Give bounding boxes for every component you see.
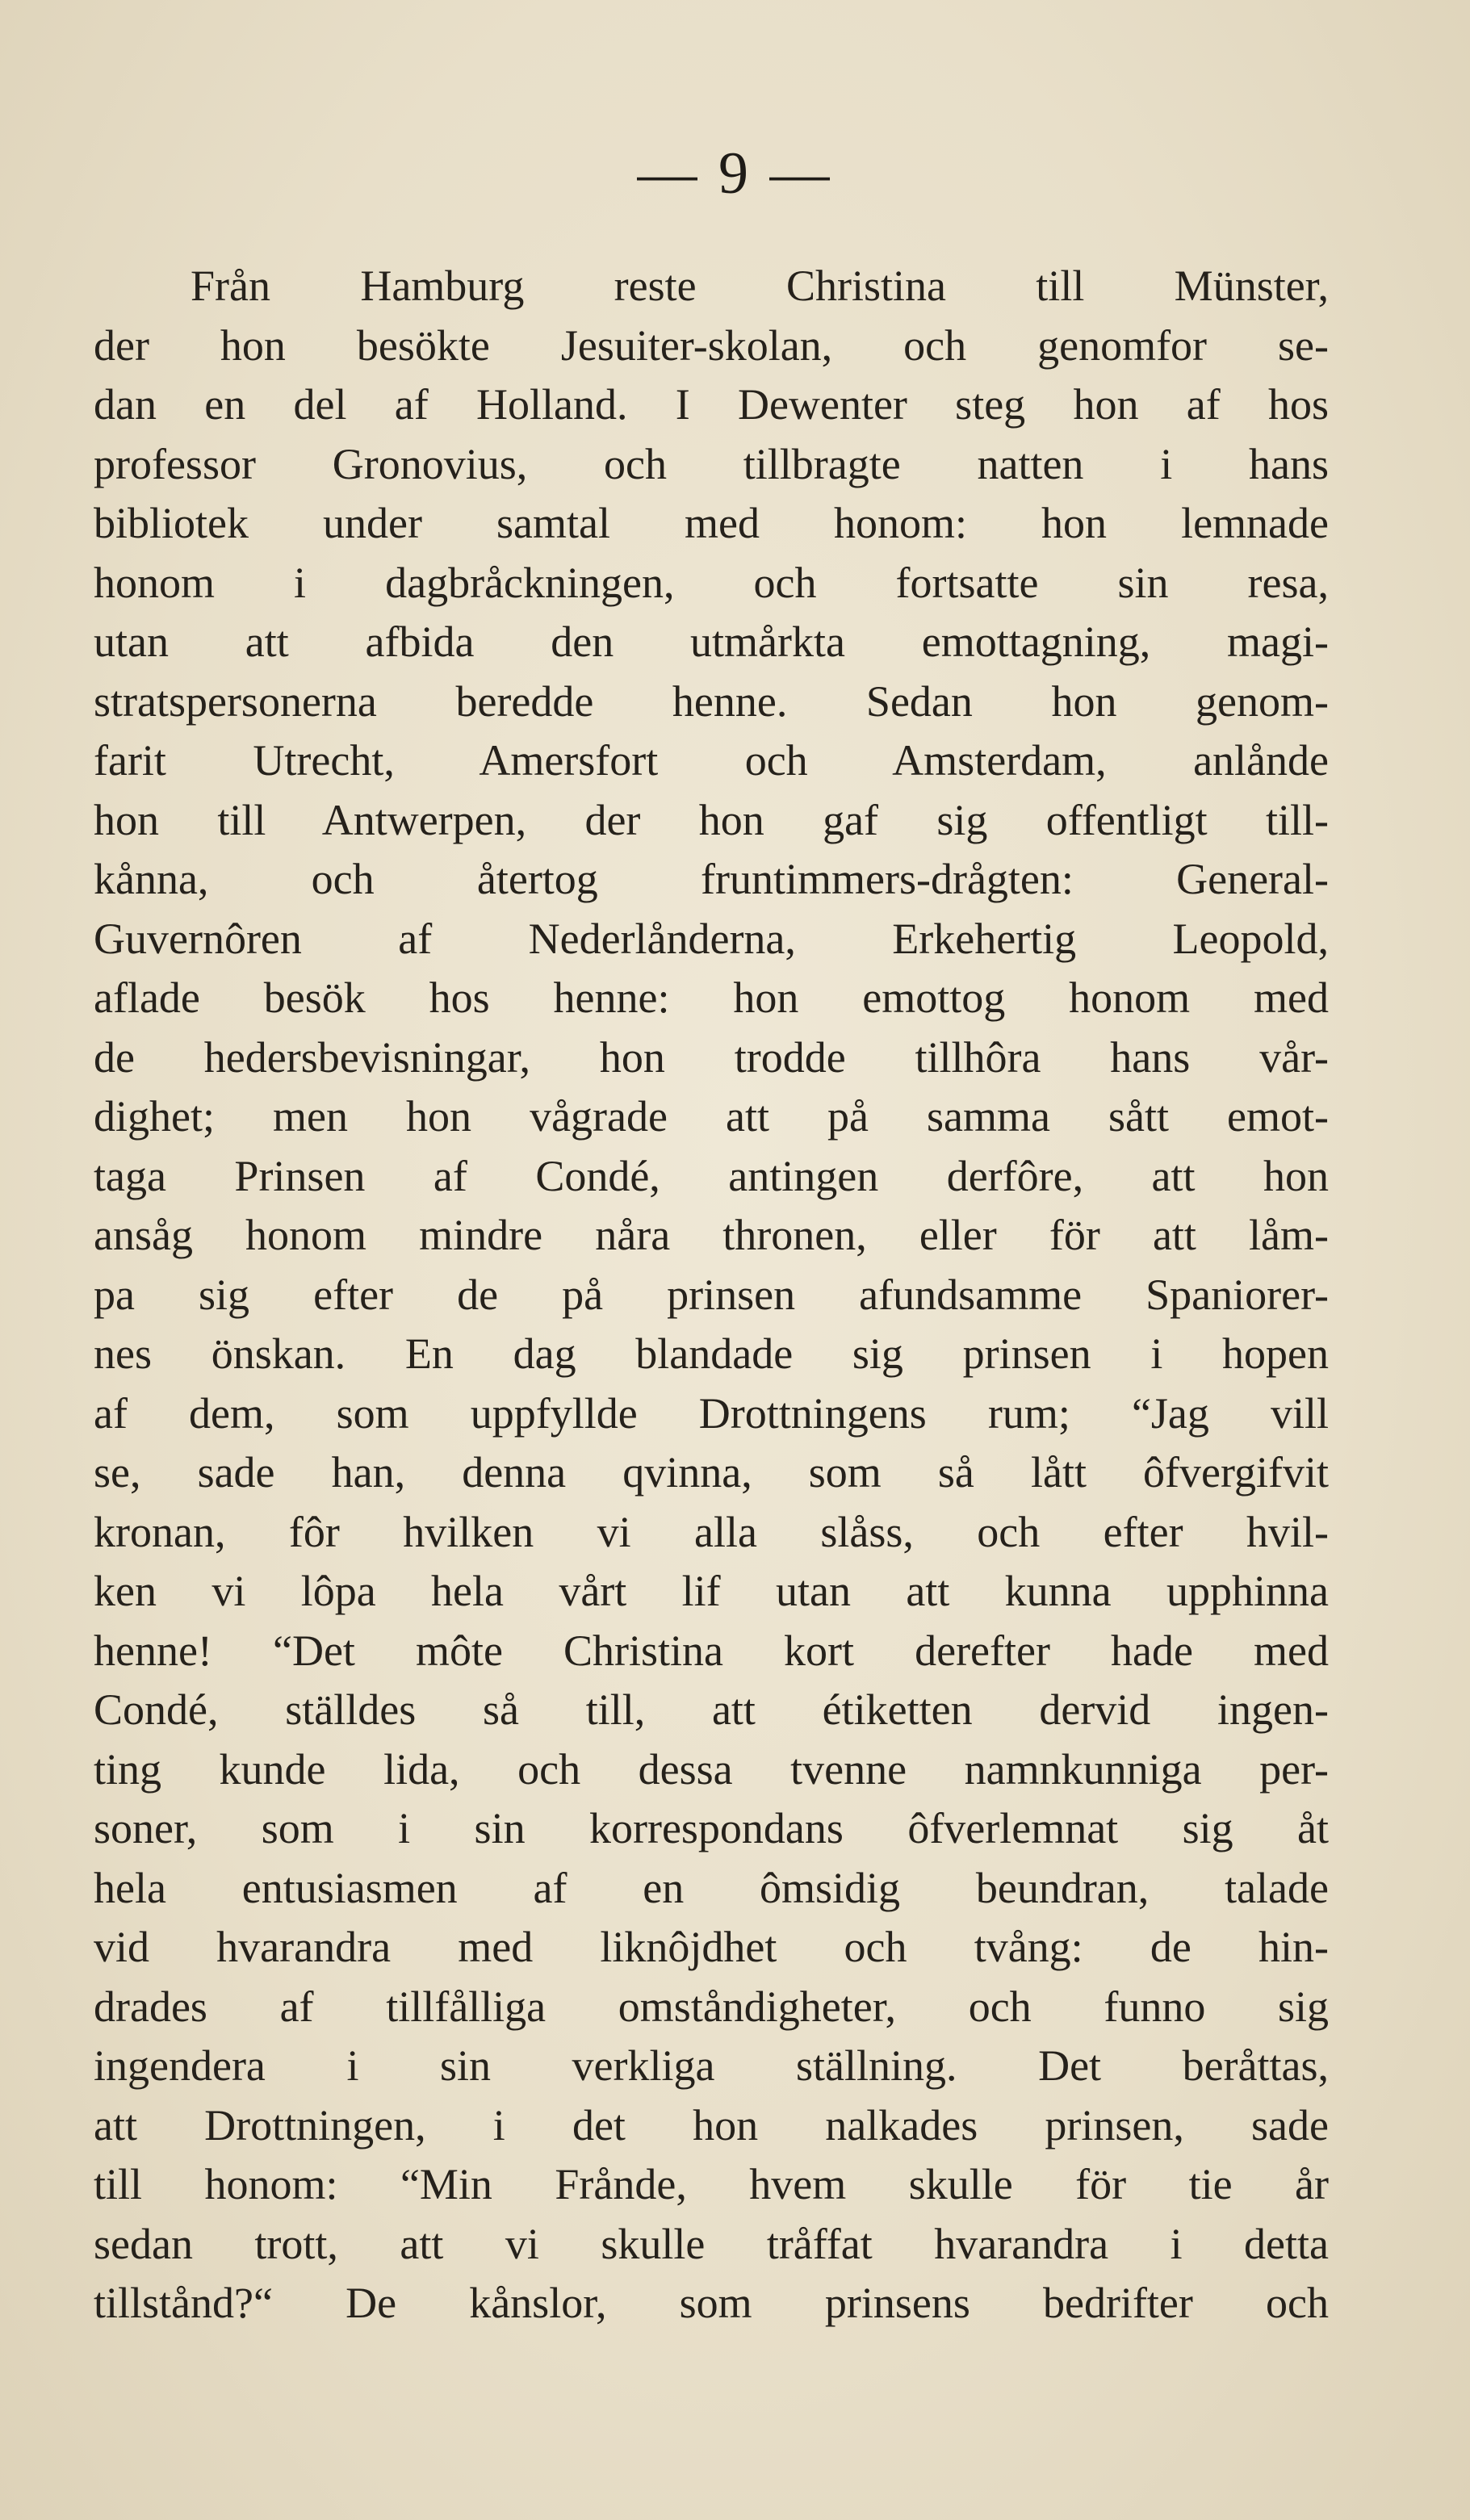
text-line: kånna, och återtog fruntimmers-drågten: General- — [94, 855, 1329, 903]
text-line: ken vi lôpa hela vårt lif utan att kunna upphinna — [94, 1567, 1329, 1615]
text-line: taga Prinsen af Condé, antingen derfôre, att hon — [94, 1151, 1329, 1200]
text-line: bibliotek under samtal med honom: hon lemnade — [94, 499, 1329, 547]
text-line: hela entusiasmen af en ômsidig beundran, talade — [94, 1863, 1329, 1912]
text-line: hon till Antwerpen, der hon gaf sig offentligt till- — [94, 795, 1329, 844]
text-line: ansåg honom mindre nåra thronen, eller för att låm- — [94, 1211, 1329, 1259]
text-line: af dem, som uppfyllde Drottningens rum; “Jag vill — [94, 1388, 1329, 1438]
text-line: se, sade han, denna qvinna, som så lått ôfvergifvit — [94, 1448, 1329, 1497]
text-line: att Drottningen, i det hon nalkades prinsen, sade — [94, 2100, 1329, 2150]
text-line: honom i dagbråckningen, och fortsatte sin resa, — [94, 558, 1329, 607]
text-line: pa sig efter de på prinsen afundsamme Spaniorer- — [94, 1270, 1329, 1319]
text-line: ting kunde lida, och dessa tvenne namnkunniga per- — [94, 1744, 1329, 1794]
text-line: drades af tillfålliga omståndigheter, och funno sig — [94, 1982, 1329, 2031]
body-text — [94, 257, 1329, 2334]
text-line: sedan trott, att vi skulle tråffat hvarandra i detta — [94, 2219, 1329, 2268]
text-line: ingendera i sin verkliga ställning. Det beråttas, — [94, 2041, 1329, 2090]
text-line: kronan, fôr hvilken vi alla slåss, och efter hvil- — [94, 1507, 1329, 1556]
page-number: — 9 — — [637, 140, 833, 207]
text-line: utan att afbida den utmårkta emottagning, magi- — [94, 617, 1329, 666]
text-line: nes önskan. En dag blandade sig prinsen i hopen — [94, 1329, 1329, 1378]
text-line: vid hvarandra med liknôjdhet och tvång: de hin- — [94, 1923, 1329, 1971]
text-line: Condé, ställdes så till, att étiketten dervid ingen- — [94, 1685, 1329, 1734]
text-line: Från Hamburg reste Christina till Münster, — [191, 262, 1329, 310]
text-line: de hedersbevisningar, hon trodde tillhôra hans vår- — [94, 1032, 1329, 1082]
text-line: farit Utrecht, Amersfort och Amsterdam, anlånde — [94, 736, 1329, 785]
text-line: dan en del af Holland. I Dewenter steg hon af hos — [94, 380, 1329, 429]
text-line: stratspersonerna beredde henne. Sedan hon genom- — [94, 676, 1329, 726]
text-line: till honom: “Min Frånde, hvem skulle för tie år — [94, 2160, 1329, 2208]
text-line: dighet; men hon vågrade att på samma sått emot- — [94, 1092, 1329, 1141]
text-line: professor Gronovius, och tillbragte natten i hans — [94, 439, 1329, 488]
text-line: tillstånd?“ De kånslor, som prinsens bedrifter och — [94, 2279, 1329, 2327]
text-line: Guvernôren af Nederlånderna, Erkehertig Leopold, — [94, 914, 1329, 963]
text-line: der hon besökte Jesuiter-skolan, och genomfor se- — [94, 320, 1329, 370]
text-line: aflade besök hos henne: hon emottog honom med — [94, 973, 1329, 1022]
text-line: soner, som i sin korrespondans ôfverlemnat sig åt — [94, 1804, 1329, 1852]
text-line: henne! “Det môte Christina kort derefter hade med — [94, 1626, 1329, 1675]
